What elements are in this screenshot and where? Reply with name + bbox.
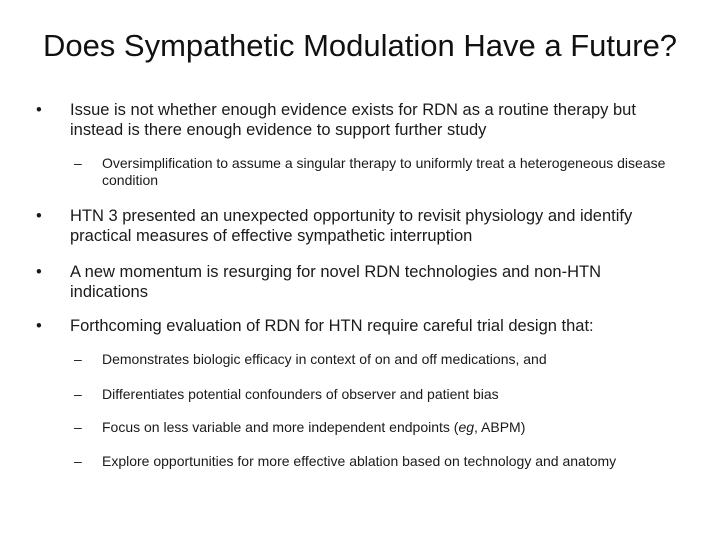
sub-bullet-text: Explore opportunities for more effective ablation based on technology and anatomy bbox=[102, 453, 617, 469]
bullet-text: Issue is not whether enough evidence exists for RDN as a routine therapy but instead is there enough evidence to support further study bbox=[70, 101, 636, 139]
sub-bullet-item bbox=[74, 453, 674, 487]
bullet-text: Forthcoming evaluation of RDN for HTN require careful trial design that: bbox=[70, 317, 594, 335]
bullet-marker: • bbox=[36, 263, 42, 281]
sub-bullet-marker: – bbox=[74, 386, 82, 402]
bullet-text: HTN 3 presented an unexpected opportunity to revisit physiology and identify practical measures of effective sympathetic interruption bbox=[70, 207, 633, 245]
sub-bullet-text bbox=[102, 419, 672, 436]
sub-bullet-text-part: Focus on less variable and more independent endpoints ( bbox=[102, 419, 459, 435]
sub-bullet-item bbox=[74, 419, 674, 437]
sub-bullet-text-italic: eg bbox=[458, 419, 475, 435]
sub-bullet-marker: – bbox=[74, 419, 82, 435]
sub-bullet-text-part: , ABPM) bbox=[474, 419, 526, 435]
bullet-item bbox=[36, 316, 676, 338]
sub-bullet-item bbox=[74, 155, 674, 189]
sub-bullet-marker: – bbox=[74, 351, 82, 367]
bullet-marker: • bbox=[36, 101, 42, 119]
bullet-item bbox=[36, 100, 676, 140]
slide-title: Does Sympathetic Modulation Have a Future? bbox=[42, 28, 678, 63]
bullet-item bbox=[36, 262, 676, 302]
sub-bullet-marker: – bbox=[74, 155, 82, 171]
sub-bullet-text: Differentiates potential confounders of observer and patient bias bbox=[102, 386, 499, 402]
sub-bullet-item bbox=[74, 386, 674, 404]
sub-bullet-text: Oversimplification to assume a singular therapy to uniformly treat a heterogeneous disease condition bbox=[102, 155, 666, 188]
sub-bullet-marker: – bbox=[74, 453, 82, 469]
bullet-marker: • bbox=[36, 207, 42, 225]
bullet-marker: • bbox=[36, 317, 42, 335]
sub-bullet-text: Demonstrates biologic efficacy in context of on and off medications, and bbox=[102, 351, 547, 367]
sub-bullet-item bbox=[74, 351, 674, 369]
bullet-item bbox=[36, 206, 676, 246]
bullet-text: A new momentum is resurging for novel RDN technologies and non-HTN indications bbox=[70, 263, 601, 301]
